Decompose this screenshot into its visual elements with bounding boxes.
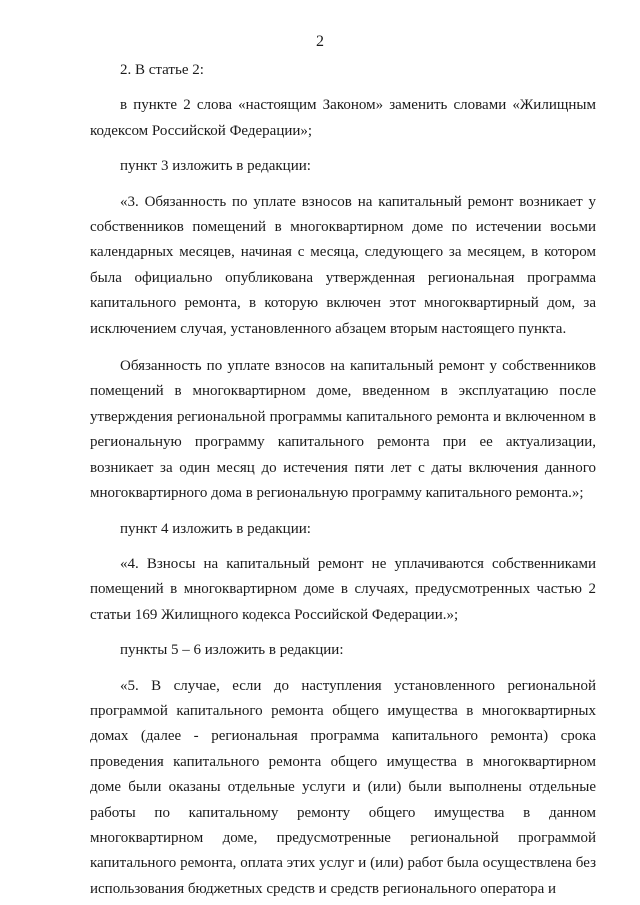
- paragraph-article-2-heading: 2. В статье 2:: [120, 62, 204, 78]
- paragraph-item-3-text: «3. Обязанность по уплате взносов на капитальный ремонт возникает у собственников помещений в многоквартирном доме по истечении восьми календарных месяцев, начиная с месяца, следующего за месяцем, в котором была официально опубликована утвержденная региональная программа капитального ремонта, в которую включен этот многоквартирный дом, за исключением случая, установленного абзацем вторым настоящего пункта.: [90, 193, 596, 337]
- paragraph-item-2-amendment: в пункте 2 слова «настоящим Законом» заменить словами «Жилищным кодексом Российской Федерации»;: [90, 97, 596, 139]
- page-number: 2: [316, 33, 324, 50]
- document-body: [90, 58, 596, 902]
- paragraph-item-5-text: «5. В случае, если до наступления установленного региональной программой капитального ремонта общего имущества в многоквартирных домах (далее - региональная программа капитального ремонта) срока проведения капитального ремонта общего имущества в многоквартирном доме были оказаны отдельные услуги и (или) были выполнены отдельные работы по капитальному ремонту общего имущества в данном многоквартирном доме, предусмотренные региональной программой капитального ремонта, оплата этих услуг и (или) работ была осуществлена без использования бюджетных средств и средств регионального оператора и: [90, 677, 596, 897]
- paragraph-item-4-intro: пункт 4 изложить в редакции:: [120, 520, 311, 537]
- paragraph-item-3-intro: пункт 3 изложить в редакции:: [120, 158, 311, 175]
- paragraph-item-4-text: «4. Взносы на капитальный ремонт не уплачиваются собственниками помещений в многоквартирном доме в случаях, предусмотренных частью 2 статьи 169 Жилищного кодекса Российской Федерации.»;: [90, 555, 596, 623]
- paragraph-items-5-6-intro: пункты 5 – 6 изложить в редакции:: [120, 642, 344, 659]
- paragraph-item-3-second-clause: Обязанность по уплате взносов на капитальный ремонт у собственников помещений в многоквартирном доме, введенном в эксплуатацию после утверждения региональной программы капитального ремонта и включенном в региональную программу капитального ремонта при ее актуализации, возникает за один месяц до истечения пяти лет с даты включения данного многоквартирного дома в региональную программу капитального ремонта.»;: [90, 358, 596, 502]
